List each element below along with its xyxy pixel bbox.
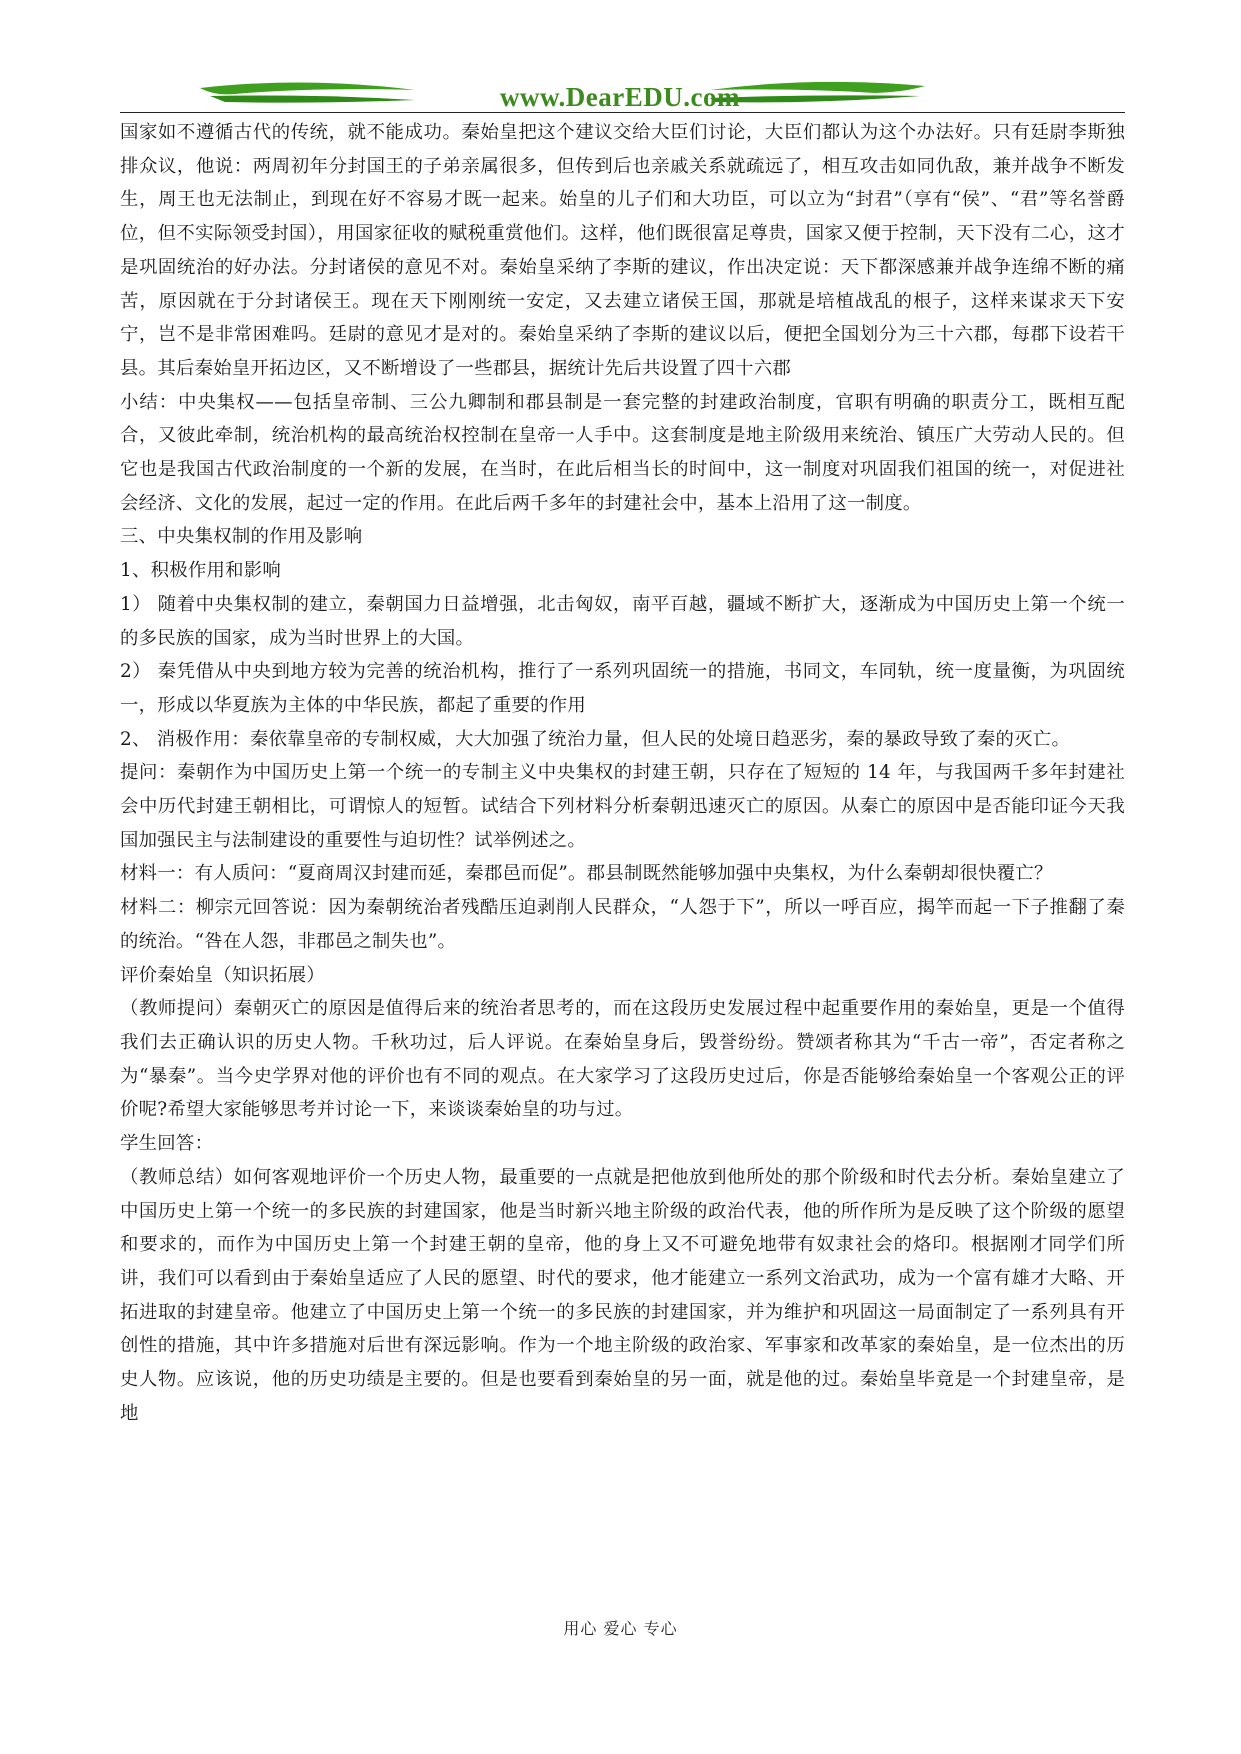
paragraph: （教师总结）如何客观地评价一个历史人物，最重要的一点就是把他放到他所处的那个阶级和时代去分析。秦始皇建立了中国历史上第一个统一的多民族的封建国家，他是当时新兴地主阶级的政治代表，他的所作所为是反映了这个阶级的愿望和要求的，而作为中国历史上第一个封建王朝的皇帝，他的身上又不可避免地带有奴隶社会的烙印。根据刚才同学们所讲，我们可以看到由于秦始皇适应了人民的愿望、时代的要求，他才能建立一系列文治武功，成为一个富有雄才大略、开拓进取的封建皇帝。他建立了中国历史上第一个统一的多民族的封建国家，并为维护和巩固这一局面制定了一系列具有开创性的措施，其中许多措施对后世有深远影响。作为一个地主阶级的政治家、军事家和改革家的秦始皇，是一位杰出的历史人物。应该说，他的历史功绩是主要的。但是也要看到秦始皇的另一面，就是他的过。秦始皇毕竟是一个封建皇帝，是地 bbox=[120, 1166, 1125, 1424]
subsection-heading: 2、 消极作用：秦依靠皇帝的专制权威，大大加强了统治力量，但人民的处境日趋恶劣，秦的暴政导致了秦的灭亡。 bbox=[120, 728, 1071, 750]
list-item: 2） 秦凭借从中央到地方较为完善的统治机构，推行了一系列巩固统一的措施，书同文，车同轨，统一度量衡，为巩固统一，形成以华夏族为主体的中华民族，都起了重要的作用 bbox=[120, 661, 1125, 716]
document-body bbox=[120, 116, 1125, 1430]
paragraph-material: 材料一：有人质问：“夏商周汉封建而延，秦郡邑而促”。郡县制既然能够加强中央集权，为什么秦朝却很快覆亡？ bbox=[120, 863, 1053, 885]
page-header bbox=[115, 78, 1125, 114]
section-heading: 三、中央集权制的作用及影响 bbox=[120, 526, 363, 548]
list-item: 1） 随着中央集权制的建立，秦朝国力日益增强，北击匈奴，南平百越，疆域不断扩大，逐渐成为中国历史上第一个统一的多民族的国家，成为当时世界上的大国。 bbox=[120, 593, 1125, 649]
paragraph: 学生回答： bbox=[120, 1133, 214, 1155]
paragraph: （教师提问）秦朝灭亡的原因是值得后来的统治者思考的，而在这段历史发展过程中起重要作用的秦始皇，更是一个值得我们去正确认识的历史人物。千秋功过，后人评说。在秦始皇身后，毁誉纷纷。赞颂者称其为“千古一帝”，否定者称之为“暴秦”。当今史学界对他的评价也有不同的观点。在大家学习了这段历史过后，你是否能够给秦始皇一个客观公正的评价呢?希望大家能够思考并讨论一下，来谈谈秦始皇的功与过。 bbox=[120, 998, 1125, 1121]
paragraph: 国家如不遵循古代的传统，就不能成功。秦始皇把这个建议交给大臣们讨论，大臣们都认为这个办法好。只有廷尉李斯独排众议，他说：两周初年分封国王的子弟亲属很多，但传到后也亲戚关系就疏远了，相互攻击如同仇敌，兼并战争不断发生，周王也无法制止，到现在好不容易才既一起来。始皇的儿子们和大功臣，可以立为“封君”（享有“侯”、“君”等名誉爵位，但不实际领受封国），用国家征收的赋税重赏他们。这样，他们既很富足尊贵，国家又便于控制，天下没有二心，这才是巩固统治的好办法。分封诸侯的意见不对。秦始皇采纳了李斯的建议，作出决定说：天下都深感兼并战争连绵不断的痛苦，原因就在于分封诸侯王。现在天下刚刚统一安定，又去建立诸侯王国，那就是培植战乱的根子，这样来谋求天下安宁，岂不是非常困难吗。廷尉的意见才是对的。秦始皇采纳了李斯的建议以后，便把全国划分为三十六郡，每郡下设若干县。其后秦始皇开拓边区，又不断增设了一些郡县，据统计先后共设置了四十六郡 bbox=[120, 122, 1125, 379]
paragraph-summary: 小结：中央集权——包括皇帝制、三公九卿制和郡县制是一套完整的封建政治制度，官职有明确的职责分工，既相互配合，又彼此牵制，统治机构的最高统治权控制在皇帝一人手中。这套制度是地主阶级用来统治、镇压广大劳动人民的。但它也是我国古代政治制度的一个新的发展，在当时，在此后相当长的时间中，这一制度对巩固我们祖国的统一，对促进社会经济、文化的发展，起过一定的作用。在此后两千多年的封建社会中，基本上沿用了这一制度。 bbox=[120, 391, 1125, 514]
section-heading: 评价秦始皇（知识拓展） bbox=[120, 964, 326, 986]
paragraph-material: 材料二：柳宗元回答说：因为秦朝统治者残酷压迫剥削人民群众，“人怨于下”，所以一呼百应，揭竿而起一下子推翻了秦的统治。“咎在人怨，非郡邑之制失也”。 bbox=[120, 897, 1125, 952]
page-footer: 用心 爱心 专心 bbox=[563, 1619, 678, 1638]
site-name: www.DearEDU.com bbox=[500, 82, 740, 112]
paragraph-question: 提问：秦朝作为中国历史上第一个统一的专制主义中央集权的封建王朝，只存在了短短的 14 年，与我国两千多年封建社会中历代封建王朝相比，可谓惊人的短暂。试结合下列材料分析秦朝迅速灭亡的原因。从秦亡的原因中是否能印证今天我国加强民主与法制建设的重要性与迫切性？试举例述之。 bbox=[120, 762, 1125, 851]
subsection-heading: 1、积极作用和影响 bbox=[120, 560, 282, 582]
header-divider bbox=[120, 112, 1125, 113]
